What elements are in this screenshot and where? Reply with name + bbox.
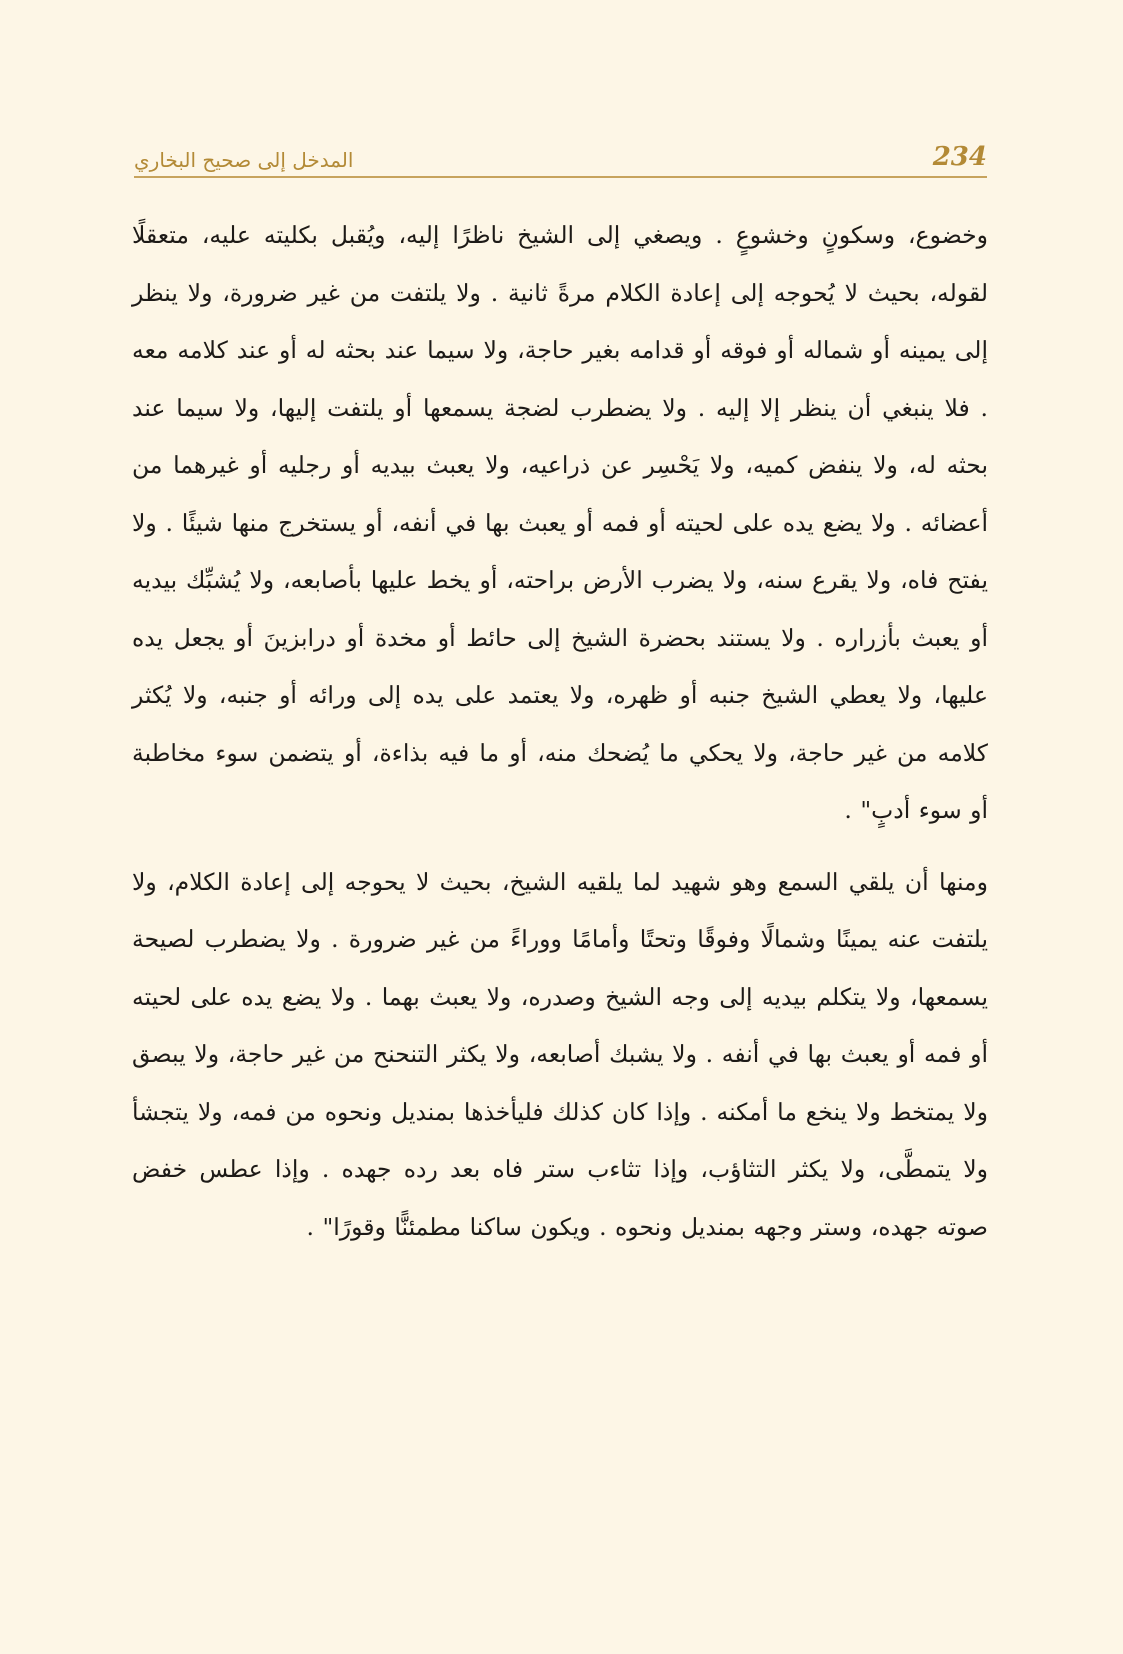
- page-header: [134, 136, 987, 178]
- running-title: المدخل إلى صحيح البخاري: [134, 148, 354, 172]
- page-number: 234: [932, 142, 987, 172]
- paragraph-1: وخضوع، وسكونٍ وخشوعٍ . ويصغي إلى الشيخ ناظرًا إليه، ويُقبل بكليته عليه، متعقلًا لقوله، بحيث لا يُحوجه إلى إعادة الكلام مرةً ثانية . ولا يلتفت من غير ضرورة، ولا ينظر إلى يمينه أو شماله أو فوقه أو قدامه بغير حاجة، ولا سيما عند بحثه له أو عند كلامه معه . فلا ينبغي أن ينظر إلا إليه . ولا يضطرب لضجة يسمعها أو يلتفت إليها، ولا سيما عند بحثه له، ولا ينفض كميه، ولا يَحْسِر عن ذراعيه، ولا يعبث بيديه أو رجليه أو غيرهما من أعضائه . ولا يضع يده على لحيته أو فمه أو يعبث بها في أنفه، أو يستخرج منها شيئًا . ولا يفتح فاه، ولا يقرع سنه، ولا يضرب الأرض براحته، أو يخط عليها بأصابعه، ولا يُشبِّك بيديه أو يعبث بأزراره . ولا يستند بحضرة الشيخ إلى حائط أو مخدة أو درابزينَ أو يجعل يده عليها، ولا يعطي الشيخ جنبه أو ظهره، ولا يعتمد على يده إلى ورائه أو جنبه، ولا يُكثر كلامه من غير حاجة، ولا يحكي ما يُضحك منه، أو ما فيه بذاءة، أو يتضمن سوء مخاطبة أو سوء أدبٍ" .: [132, 221, 988, 824]
- paragraph-2: ومنها أن يلقي السمع وهو شهيد لما يلقيه الشيخ، بحيث لا يحوجه إلى إعادة الكلام، ولا يلتفت عنه يمينًا وشمالًا وفوقًا وتحتًا وأمامًا ووراءً من غير ضرورة . ولا يضطرب لصيحة يسمعها، ولا يتكلم بيديه إلى وجه الشيخ وصدره، ولا يعبث بهما . ولا يضع يده على لحيته أو فمه أو يعبث بها في أنفه . ولا يشبك أصابعه، ولا يكثر التنحنح من غير حاجة، ولا يبصق ولا يمتخط ولا ينخع ما أمكنه . وإذا كان كذلك فليأخذها بمنديل ونحوه من فمه، ولا يتجشأ ولا يتمطَّى، ولا يكثر التثاؤب، وإذا تثاءب ستر فاه بعد رده جهده . وإذا عطس خفض صوته جهده، وستر وجهه بمنديل ونحوه . ويكون ساكنا مطمئنًّا وقورًا" .: [132, 867, 988, 1241]
- body-text: [132, 207, 988, 1256]
